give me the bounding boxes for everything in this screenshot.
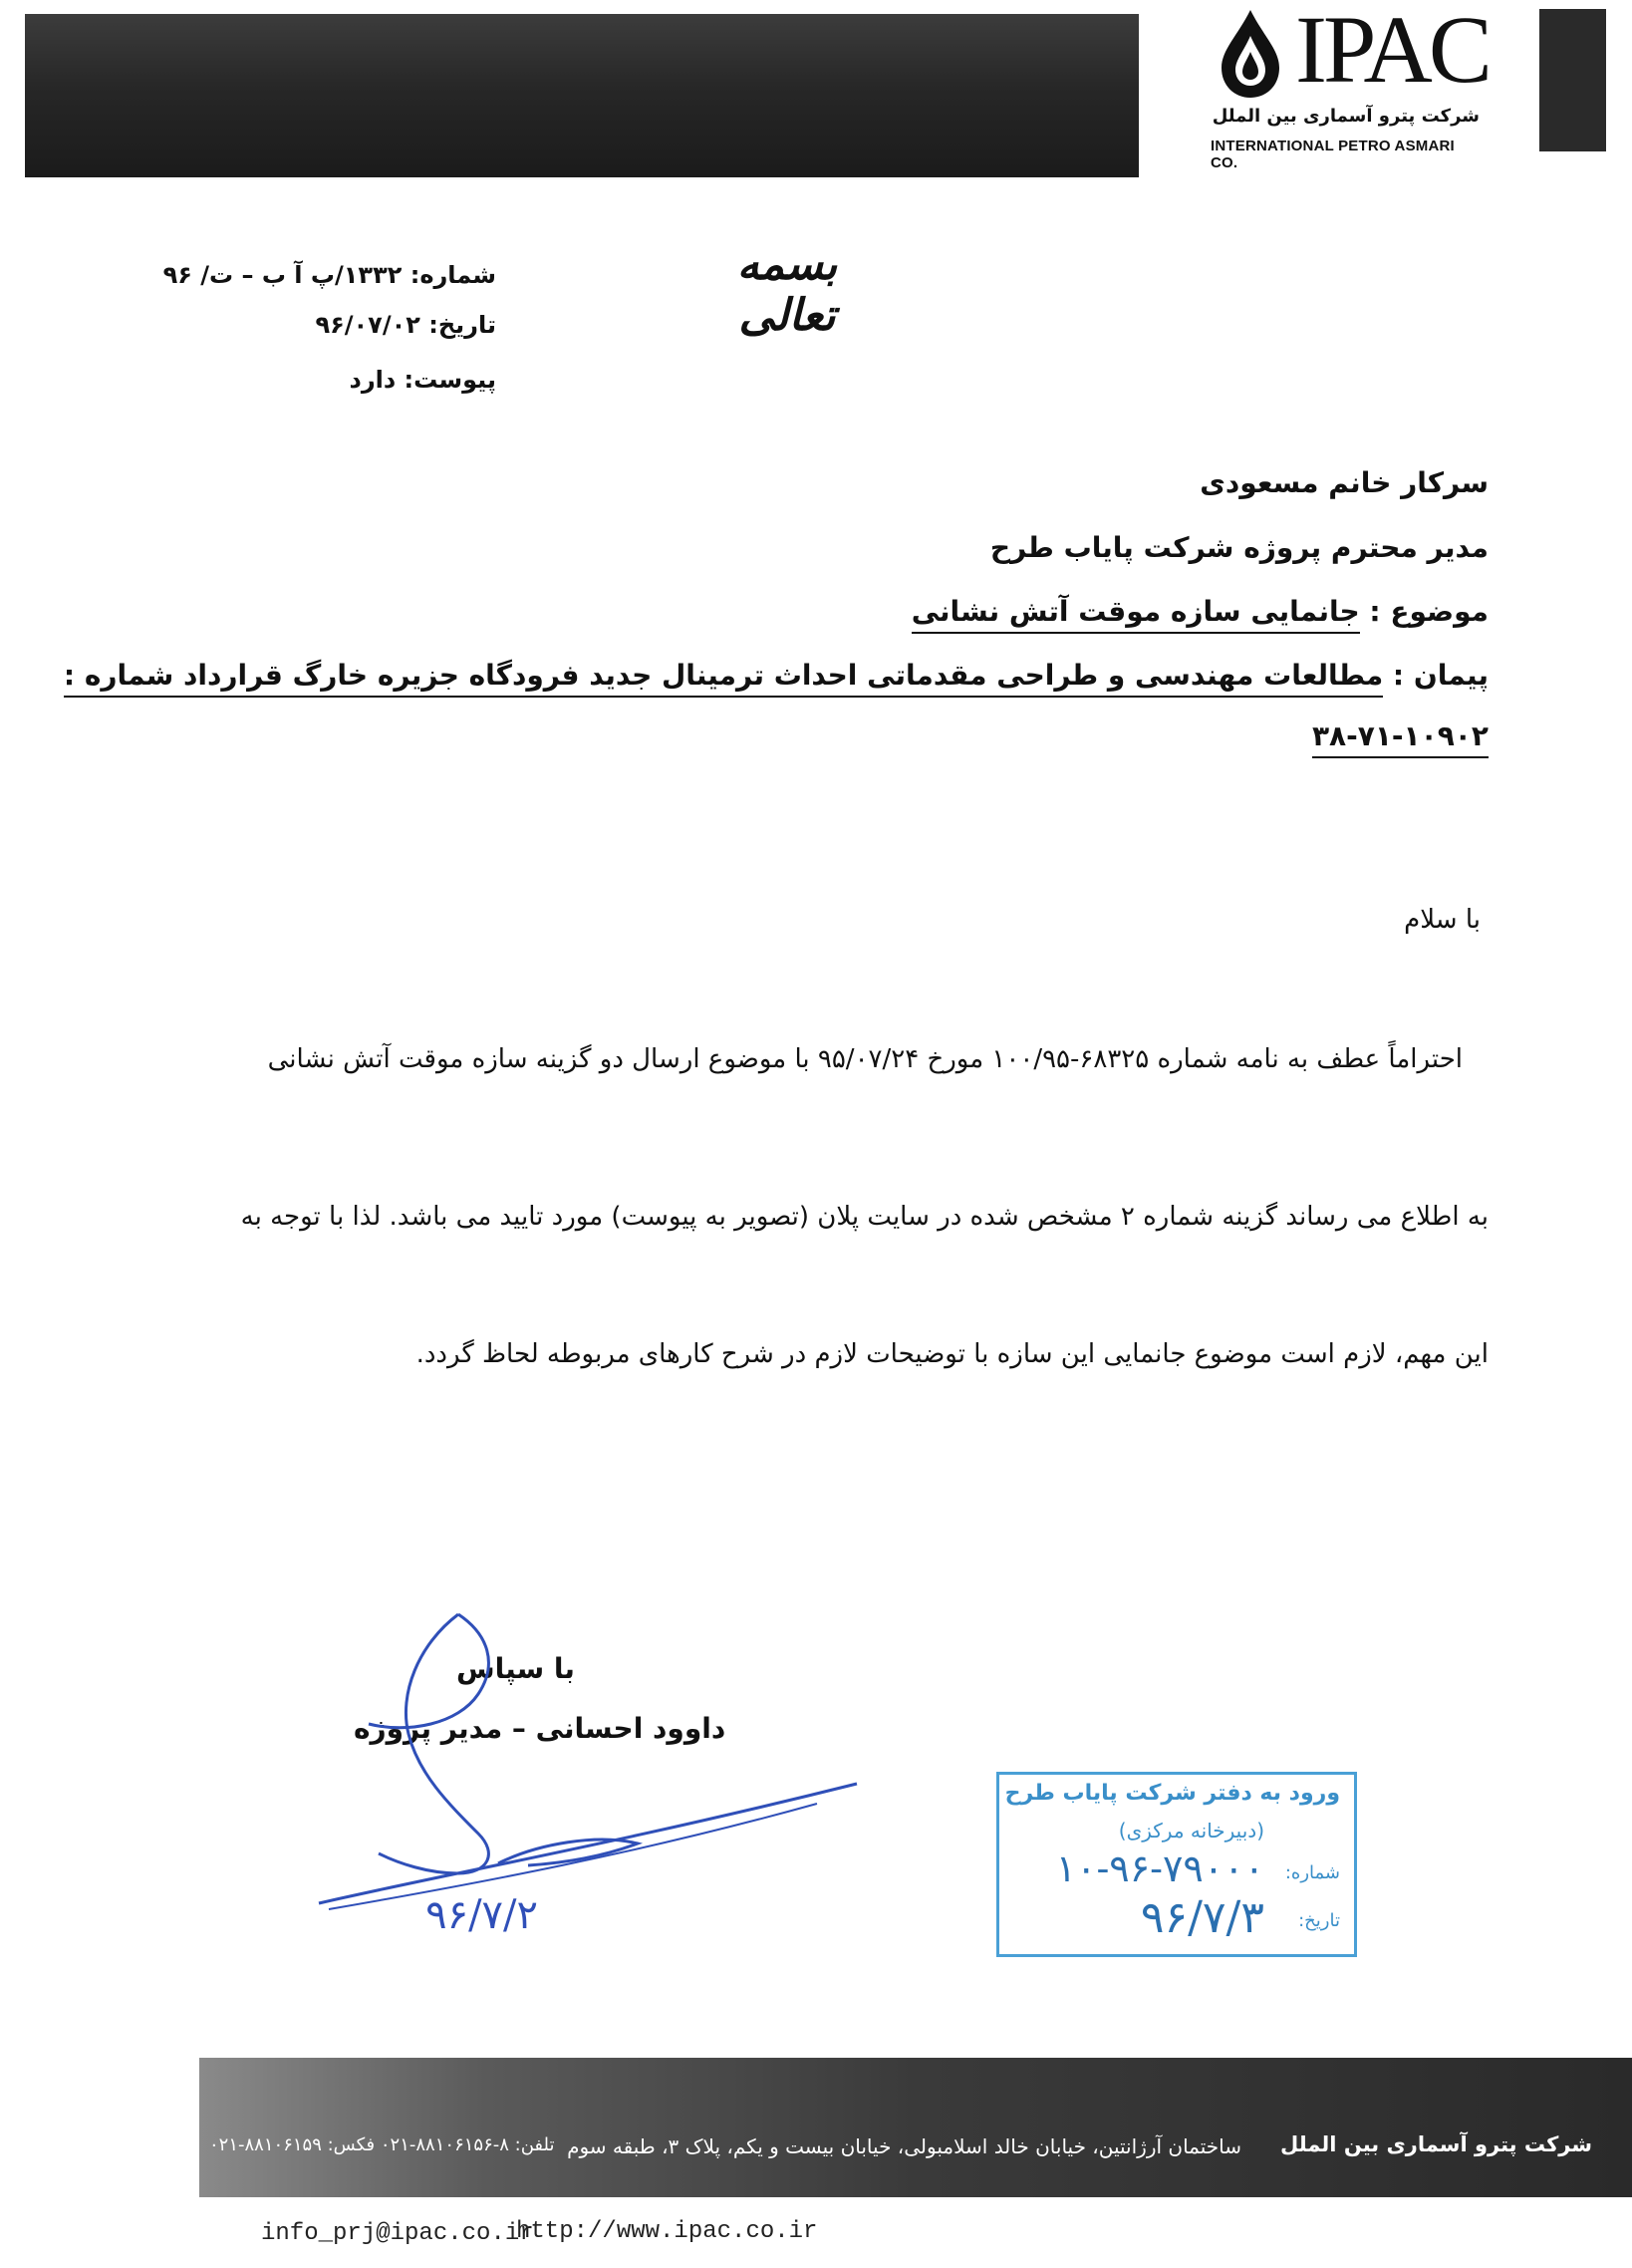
letter-attachment: پیوست: دارد <box>349 366 496 394</box>
contract-value: مطالعات مهندسی و طراحی مقدماتی احداث ترمینال جدید فرودگاه جزیره خارگ قرارداد شماره : <box>64 659 1383 698</box>
contract-line <box>64 659 1489 692</box>
ipac-drop-icon <box>1208 6 1293 102</box>
stamp-date-label: تاریخ: <box>1298 1910 1340 1931</box>
letter-date: تاریخ: ۹۶/۰۷/۰۲ <box>315 311 496 339</box>
signature-date: ۹۶/۷/۲ <box>425 1892 538 1938</box>
company-name-en: INTERNATIONAL PETRO ASMARI CO. <box>1211 138 1455 171</box>
footer-email[interactable]: info_prj@ipac.co.ir <box>261 2220 534 2247</box>
subject-value: جانمایی سازه موقت آتش نشانی <box>912 595 1360 634</box>
header-right-strip <box>1539 9 1606 151</box>
footer-website[interactable]: http://www.ipac.co.ir <box>516 2218 818 2245</box>
body-line-1: احتراماً عطف به نامه شماره ۶۸۳۲۵-۱۰۰/۹۵ مورخ ۹۵/۰۷/۲۴ با موضوع ارسال دو گزینه سازه موقت آتش نشانی <box>267 1044 1463 1074</box>
stamp-number-label: شماره: <box>1284 1862 1340 1883</box>
footer-band <box>199 2058 1632 2197</box>
handwritten-signature <box>299 1604 877 1943</box>
company-name-fa: شرکت پترو آسماری بین الملل <box>1212 106 1480 127</box>
contract-label: پیمان : <box>1392 659 1489 692</box>
signer-name: داوود احسانی – مدیر پروژه <box>354 1712 726 1745</box>
stamp-date-value: ۹۶/۷/۳ <box>1140 1892 1264 1943</box>
greeting: با سلام <box>1404 905 1481 935</box>
contract-number-value: ۳۸-۷۱-۱۰۹۰۲ <box>1312 719 1489 758</box>
subject-line <box>912 595 1489 628</box>
subject-label: موضوع : <box>1369 595 1489 628</box>
footer-company: شرکت پترو آسماری بین الملل <box>1280 2132 1592 2156</box>
letter-number: شماره: ۱۳۳۲/پ آ ب – ت/ ۹۶ <box>162 261 496 289</box>
received-stamp <box>996 1772 1357 1957</box>
stamp-subtitle: (دبیرخانه مرکزی) <box>1118 1819 1264 1843</box>
stamp-number-value: ۱۰-۹۶-۷۹۰۰۰ <box>1055 1846 1264 1890</box>
recipient-title: مدیر محترم پروژه شرکت پایاب طرح <box>989 531 1489 564</box>
stamp-title: ورود به دفتر شرکت پایاب طرح <box>1004 1781 1340 1806</box>
header-band <box>25 14 1139 177</box>
body-line-3: این مهم، لازم است موضوع جانمایی این سازه با توضیحات لازم در شرح کارهای مربوطه لحاظ گردد. <box>415 1339 1489 1369</box>
body-line-2: به اطلاع می رساند گزینه شماره ۲ مشخص شده در سایت پلان (تصویر به پیوست) مورد تایید می باشد. لذا با توجه به <box>240 1202 1489 1232</box>
closing-thanks: با سپاس <box>456 1652 575 1685</box>
footer-phone: تلفن: ۸-۸۸۱۰۶۱۵۶-۰۲۱ فکس: ۸۸۱۰۶۱۵۹-۰۲۱ <box>209 2134 555 2155</box>
contract-number <box>1312 719 1489 752</box>
footer-address: ساختمان آرژانتین، خیابان خالد اسلامبولی، خیابان بیست و یکم، پلاک ۳، طبقه سوم <box>567 2134 1241 2158</box>
logo-text: IPAC <box>1295 0 1489 103</box>
basmala-heading: بسمه تعالی <box>736 239 838 341</box>
recipient-name: سرکار خانم مسعودی <box>1200 466 1489 499</box>
